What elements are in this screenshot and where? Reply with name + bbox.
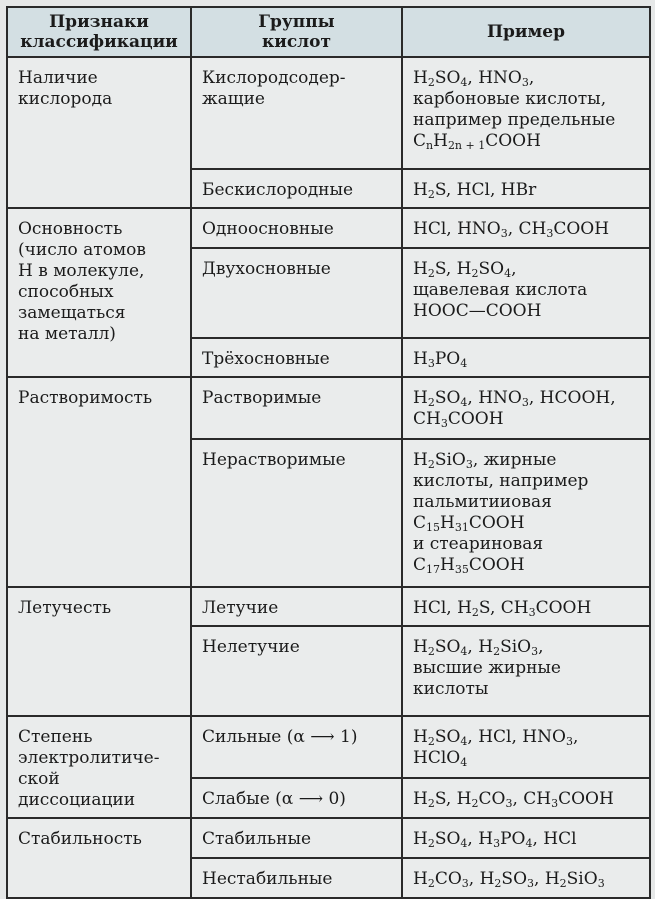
example-line: высшие жирные <box>413 658 561 678</box>
subscript: 2 <box>427 645 435 658</box>
table-row <box>7 716 650 778</box>
example-cell <box>402 858 650 898</box>
example-line: $H_2SiO_3$, жирные <box>413 450 557 471</box>
group-line: Сильные (α ⟶ 1) <box>202 727 358 747</box>
example-line: $H_2S$, $H_2SO_4$, <box>413 259 517 280</box>
subscript: 2 <box>427 877 435 890</box>
example-line: $H_2S$, HCl, HBr <box>413 180 537 201</box>
subscript: 3 <box>427 357 435 370</box>
group-line: жащие <box>202 89 265 109</box>
subscript: 4 <box>460 396 468 409</box>
criterion-line: Основность <box>18 219 123 239</box>
example-cell <box>402 169 650 208</box>
group-line: Бескислородные <box>202 180 354 200</box>
example-line: $H_3PO_4$ <box>413 349 468 370</box>
subscript: 35 <box>454 563 469 576</box>
group-cell <box>191 338 402 377</box>
criterion-line: Растворимость <box>18 388 153 408</box>
example-cell <box>402 818 650 858</box>
subscript: 2 <box>471 267 479 280</box>
subscript: 2 <box>427 396 435 409</box>
criterion-line: диссоциации <box>18 790 136 810</box>
group-line: Двухосновные <box>202 259 331 279</box>
subscript: 2 <box>471 797 479 810</box>
subscript: 3 <box>521 76 529 89</box>
criterion-line: Н в молекуле, <box>18 261 145 281</box>
subscript: 3 <box>440 417 448 430</box>
subscript: 2 <box>493 645 501 658</box>
subscript: 4 <box>504 267 512 280</box>
example-cell <box>402 778 650 818</box>
example-line: $C_{15}H_{31}COOH$ <box>413 513 525 534</box>
example-line: $CH_3COOH$ <box>413 409 504 430</box>
criterion-cell <box>7 716 191 818</box>
example-line: кислоты <box>413 679 489 699</box>
group-line: Стабильные <box>202 829 312 849</box>
example-cell <box>402 626 650 716</box>
example-cell <box>402 716 650 778</box>
header-group <box>191 7 402 57</box>
group-cell <box>191 778 402 818</box>
subscript: 2n + 1 <box>447 139 486 152</box>
criterion-line: Степень <box>18 727 93 747</box>
example-line: $H_2SO_4$, HCl, $HNO_3$, <box>413 727 579 748</box>
group-line: Нестабильные <box>202 869 333 889</box>
subscript: 17 <box>426 563 441 576</box>
header-example <box>402 7 650 57</box>
example-line: $H_2CO_3$, $H_2SO_3$, $H_2SiO_3$ <box>413 869 605 890</box>
criterion-line: замещаться <box>18 303 126 323</box>
subscript: 2 <box>494 877 502 890</box>
criterion-cell <box>7 377 191 587</box>
group-cell <box>191 439 402 587</box>
example-cell <box>402 208 650 248</box>
example-line: $H_2SO_4$, $H_3PO_4$, HCl <box>413 829 577 850</box>
example-line: HClO$_4$ <box>413 748 468 769</box>
example-line: и стеариновая <box>413 534 544 554</box>
example-cell <box>402 439 650 587</box>
subscript: 2 <box>427 188 435 201</box>
subscript: 31 <box>454 521 469 534</box>
subscript: 4 <box>460 645 468 658</box>
example-line: HCl, $HNO_3$, $CH_3COOH$ <box>413 219 610 240</box>
subscript: 3 <box>551 797 559 810</box>
subscript: 3 <box>565 735 573 748</box>
criterion-cell <box>7 208 191 377</box>
criterion-line: ской <box>18 769 60 789</box>
subscript: 2 <box>427 797 435 810</box>
example-cell <box>402 57 650 169</box>
example-cell <box>402 338 650 377</box>
group-cell <box>191 858 402 898</box>
group-cell <box>191 587 402 626</box>
subscript: 2 <box>427 76 435 89</box>
header-group-line: кислот <box>261 32 332 52</box>
header-criterion <box>7 7 191 57</box>
subscript: 3 <box>465 458 473 471</box>
table-row <box>7 208 650 248</box>
header-example-label: Пример <box>486 22 566 42</box>
criterion-cell <box>7 818 191 898</box>
subscript: 3 <box>531 645 539 658</box>
example-line: например предельные <box>413 110 616 130</box>
subscript: 4 <box>460 735 468 748</box>
criterion-line: Летучесть <box>18 598 112 618</box>
group-cell <box>191 377 402 439</box>
group-line: Кислородсодер- <box>202 68 346 88</box>
criterion-line: на металл) <box>18 324 116 344</box>
subscript: 4 <box>460 837 468 850</box>
example-cell <box>402 377 650 439</box>
group-cell <box>191 716 402 778</box>
example-line: $H_2SO_4$, $H_2SiO_3$, <box>413 637 544 658</box>
criterion-line: Наличие <box>18 68 98 88</box>
header-criterion-line: классификации <box>20 32 178 52</box>
table-row <box>7 818 650 858</box>
subscript: 4 <box>460 357 468 370</box>
subscript: 3 <box>505 797 513 810</box>
group-line: Летучие <box>202 598 279 618</box>
criterion-line: кислорода <box>18 89 113 109</box>
subscript: 3 <box>527 877 535 890</box>
example-line: кислоты, например <box>413 471 589 491</box>
group-line: Трёхосновные <box>202 349 330 369</box>
subscript: 2 <box>427 267 435 280</box>
subscript: 3 <box>500 227 508 240</box>
subscript: 3 <box>493 837 501 850</box>
group-cell <box>191 248 402 338</box>
criterion-line: электролитиче- <box>18 748 160 768</box>
example-line: пальмитииовая <box>413 492 552 512</box>
group-cell <box>191 169 402 208</box>
criterion-line: Стабильность <box>18 829 142 849</box>
group-cell <box>191 208 402 248</box>
example-line: карбоновые кислоты, <box>413 89 607 109</box>
criterion-line: (число атомов <box>18 240 146 260</box>
subscript: 15 <box>426 521 441 534</box>
group-line: Слабые (α ⟶ 0) <box>202 789 346 809</box>
example-line: $H_2S$, $H_2CO_3$, $CH_3COOH$ <box>413 789 614 810</box>
subscript: 2 <box>427 735 435 748</box>
example-cell <box>402 248 650 338</box>
example-cell <box>402 587 650 626</box>
table-row <box>7 377 650 439</box>
table-row <box>7 587 650 626</box>
subscript: 2 <box>559 877 567 890</box>
group-line: Растворимые <box>202 388 322 408</box>
subscript: 2 <box>427 837 435 850</box>
criterion-line: способных <box>18 282 114 302</box>
group-line: Нерастворимые <box>202 450 346 470</box>
subscript: 2 <box>471 606 479 619</box>
example-line: $C_{17}H_{35}COOH$ <box>413 555 525 576</box>
subscript: 2 <box>427 458 435 471</box>
header-group-line: Группы <box>258 12 335 32</box>
subscript: n <box>426 139 434 152</box>
criterion-cell <box>7 587 191 716</box>
subscript: 3 <box>528 606 536 619</box>
header-criterion-line: Признаки <box>49 12 149 32</box>
group-cell <box>191 57 402 169</box>
subscript: 4 <box>525 837 533 850</box>
subscript: 4 <box>460 76 468 89</box>
example-line: HOOC—COOH <box>413 301 542 321</box>
criterion-cell <box>7 57 191 208</box>
acid-classification-table <box>6 6 651 899</box>
subscript: 3 <box>546 227 554 240</box>
subscript: 4 <box>460 756 468 769</box>
example-line: щавелевая кислота <box>413 280 588 300</box>
example-line: $H_2SO_4$, $HNO_3$, <box>413 68 535 89</box>
subscript: 3 <box>597 877 605 890</box>
group-cell <box>191 818 402 858</box>
table-header <box>7 7 650 57</box>
group-line: Нелетучие <box>202 637 300 657</box>
subscript: 3 <box>461 877 469 890</box>
example-line: HCl, $H_2S$, $CH_3COOH$ <box>413 598 592 619</box>
subscript: 3 <box>521 396 529 409</box>
table-row <box>7 57 650 169</box>
table-body <box>7 57 650 898</box>
example-line: $C_nH_{2n + 1}COOH$ <box>413 131 541 152</box>
example-line: $H_2SO_4$, $HNO_3$, HCOOH, <box>413 388 616 409</box>
group-line: Одноосновные <box>202 219 334 239</box>
group-cell <box>191 626 402 716</box>
